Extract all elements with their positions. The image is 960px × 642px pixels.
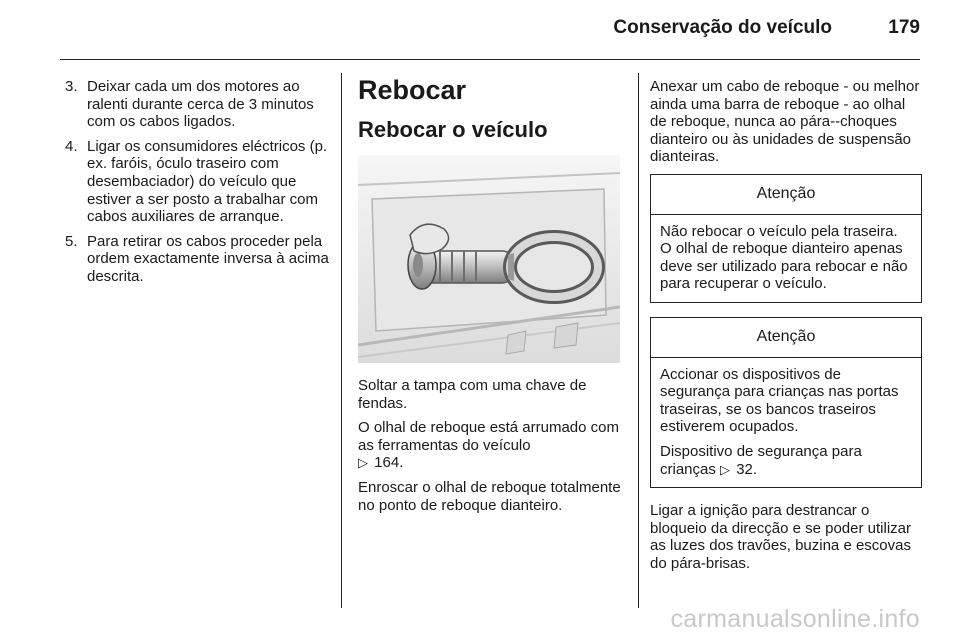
paragraph: Anexar um cabo de reboque - ou melhor ainda uma barra de reboque - ao olhal de reboque, nunca ao pára--choques dianteiro ou às unidades de suspensão dianteiras.: [650, 78, 920, 166]
list-item-text: Deixar cada um dos motores ao ralenti durante cerca de 3 minutos com os cabos ligados.: [87, 78, 314, 131]
list-item-text: Ligar os consumidores eléctricos (p. ex. faróis, óculo traseiro com desembaciador) do veículo que estiver a ser posto a trabalhar com cabos auxiliares de arranque.: [87, 137, 328, 226]
column-divider-right: [638, 73, 639, 608]
list-item-number: 4.: [65, 137, 78, 155]
warning-title: Atenção: [651, 175, 921, 215]
warning-text-part: Dispositivo de segurança para crianças: [660, 442, 862, 478]
towing-eye-icon: [358, 155, 620, 363]
watermark: carmanualsonline.info: [670, 605, 920, 633]
paragraph: Enroscar o olhal de reboque totalmente no ponto de reboque dianteiro.: [358, 478, 621, 514]
page-reference[interactable]: 164.: [374, 454, 404, 472]
warning-title: Atenção: [651, 318, 921, 358]
paragraph: Soltar a tampa com uma chave de fendas.: [358, 377, 587, 412]
page-number: 179: [888, 17, 920, 38]
section-subheading: Rebocar o veículo: [358, 117, 548, 142]
section-heading: Rebocar: [358, 75, 467, 105]
numbered-list: [65, 78, 333, 286]
paragraph: [358, 419, 626, 472]
column-divider-left: [341, 73, 342, 608]
list-item: [65, 78, 333, 131]
warning-body: [651, 358, 921, 488]
list-item-number: 3.: [65, 78, 78, 95]
list-item-number: 5.: [65, 232, 78, 250]
middle-column: [358, 74, 626, 521]
page-header: [60, 0, 920, 60]
warning-text: Accionar os dispositivos de segurança para crianças nas portas traseiras, se os bancos traseiros estiverem ocupados.: [660, 365, 899, 436]
reference-arrow-icon: ▷: [358, 455, 368, 471]
page-reference[interactable]: 32.: [736, 460, 758, 478]
warning-text: Não rebocar o veículo pela traseira. O olhal de reboque dianteiro apenas deve ser utilizado para rebocar e não para recuperar o veículo.: [660, 222, 908, 293]
header-title: Conservação do veículo: [613, 17, 832, 38]
right-column: [650, 78, 922, 579]
left-column: [65, 78, 333, 293]
towing-eye-illustration: [358, 155, 620, 363]
warning-box: [650, 317, 922, 488]
warning-text: [660, 443, 913, 478]
reference-arrow-icon: ▷: [720, 461, 731, 477]
warning-body: [651, 215, 921, 302]
list-item: [65, 138, 333, 226]
warning-box: [650, 174, 922, 303]
paragraph: Ligar a ignição para destrancar o bloqueio da direcção e se poder utilizar as luzes dos travões, buzina e escovas do pára-brisas.: [650, 502, 911, 572]
list-item-text: Para retirar os cabos proceder pela ordem exactamente inversa à acima descrita.: [87, 232, 329, 285]
paragraph-text: O olhal de reboque está arrumado com as ferramentas do veículo: [358, 419, 619, 454]
list-item: [65, 233, 333, 286]
